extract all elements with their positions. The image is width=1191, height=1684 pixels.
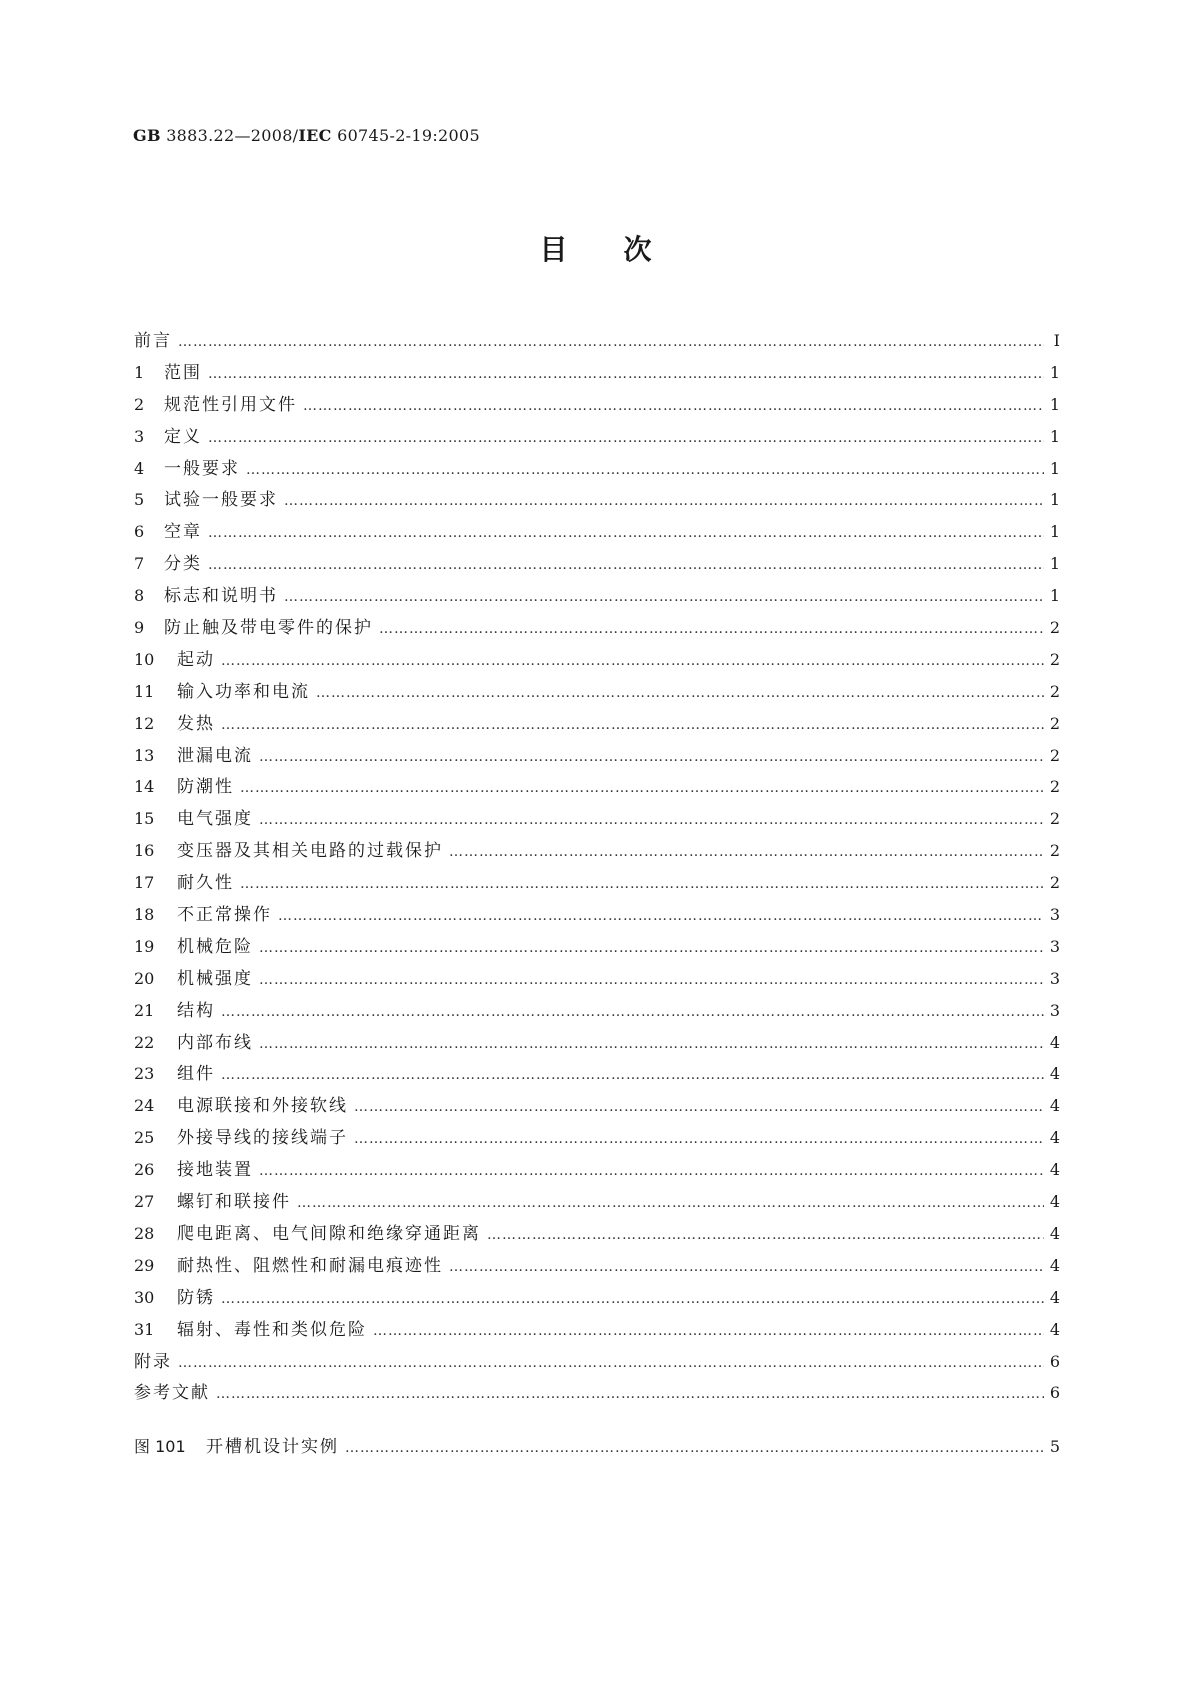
entry-title: 试验一般要求	[164, 490, 278, 511]
entry-number: 17	[134, 873, 155, 893]
iec-prefix: IEC	[298, 126, 332, 145]
table-of-contents	[134, 326, 1060, 1410]
toc-entry[interactable]	[134, 613, 1060, 645]
entry-page-number: 2	[1049, 713, 1060, 733]
entry-title: 起动	[177, 649, 215, 670]
toc-entry[interactable]	[134, 900, 1060, 932]
entry-page-number: 4	[1049, 1192, 1060, 1212]
entry-number: 21	[134, 1000, 155, 1020]
dot-leader	[259, 812, 1044, 828]
dot-leader	[216, 1386, 1044, 1402]
entry-title: 耐热性、阻燃性和耐漏电痕迹性	[177, 1255, 443, 1276]
toc-entry[interactable]	[134, 1155, 1060, 1187]
entry-number: 13	[134, 745, 155, 765]
dot-leader	[208, 430, 1044, 446]
entry-title: 发热	[177, 713, 215, 734]
dot-leader	[284, 589, 1044, 605]
dot-leader	[221, 1067, 1044, 1083]
entry-number: 2	[134, 394, 145, 414]
entry-title: 分类	[164, 554, 202, 575]
entry-page-number: 4	[1049, 1223, 1060, 1243]
entry-title: 电源联接和外接软线	[177, 1096, 348, 1117]
dot-leader	[221, 717, 1044, 733]
toc-entry[interactable]	[134, 517, 1060, 549]
dot-leader	[303, 398, 1044, 414]
entry-number: 12	[134, 713, 155, 733]
page-title: 目次	[539, 233, 708, 266]
entry-page-number: 4	[1049, 1128, 1060, 1148]
toc-entry[interactable]	[134, 549, 1060, 581]
entry-title: 范围	[164, 362, 202, 383]
standard-prefix: GB	[133, 126, 161, 145]
toc-entry[interactable]	[134, 709, 1060, 741]
entry-title: 变压器及其相关电路的过载保护	[177, 841, 443, 862]
entry-number: 29	[134, 1255, 155, 1275]
dot-leader	[259, 1163, 1044, 1179]
entry-page-number: 4	[1049, 1096, 1060, 1116]
entry-page-number: 4	[1049, 1287, 1060, 1307]
entry-number: 15	[134, 809, 155, 829]
toc-entry[interactable]	[134, 1283, 1060, 1315]
dot-leader	[178, 334, 1044, 350]
entry-page-number: 1	[1049, 394, 1060, 414]
dot-leader	[373, 1323, 1044, 1339]
dot-leader	[259, 972, 1044, 988]
figure-list	[134, 1432, 1060, 1464]
toc-entry[interactable]	[134, 485, 1060, 517]
dot-leader	[208, 366, 1044, 382]
document-header	[133, 126, 480, 145]
entry-page-number: 6	[1049, 1383, 1060, 1403]
toc-entry[interactable]	[134, 964, 1060, 996]
dot-leader	[354, 1131, 1044, 1147]
entry-title: 结构	[177, 1000, 215, 1021]
iec-number: 60745-2-19:2005	[337, 126, 480, 145]
toc-entry[interactable]	[134, 772, 1060, 804]
entry-number: 16	[134, 841, 155, 861]
entry-number: 30	[134, 1287, 155, 1307]
entry-page-number: 2	[1049, 873, 1060, 893]
entry-page-number: 3	[1049, 968, 1060, 988]
entry-title: 螺钉和联接件	[177, 1192, 291, 1213]
dot-leader	[240, 780, 1044, 796]
toc-entry[interactable]	[134, 677, 1060, 709]
entry-number: 31	[134, 1319, 155, 1339]
dot-leader	[449, 844, 1044, 860]
entry-page-number: 1	[1049, 554, 1060, 574]
dot-leader	[284, 493, 1044, 509]
entry-page-number: 1	[1049, 426, 1060, 446]
toc-entry[interactable]	[134, 1219, 1060, 1251]
entry-page-number: 1	[1049, 522, 1060, 542]
entry-number: 18	[134, 905, 155, 925]
dot-leader	[278, 908, 1044, 924]
toc-entry[interactable]	[134, 741, 1060, 773]
toc-entry[interactable]	[134, 581, 1060, 613]
dot-leader	[208, 557, 1044, 573]
entry-title: 不正常操作	[177, 905, 272, 926]
toc-entry[interactable]	[134, 868, 1060, 900]
entry-title: 机械强度	[177, 968, 253, 989]
entry-number: 6	[134, 522, 145, 542]
entry-title: 机械危险	[177, 936, 253, 957]
entry-title: 辐射、毒性和类似危险	[177, 1319, 367, 1340]
toc-entry[interactable]	[134, 1378, 1060, 1410]
entry-page-number: 2	[1049, 777, 1060, 797]
entry-number: 19	[134, 936, 155, 956]
dot-leader	[354, 1099, 1044, 1115]
entry-page-number: 1	[1049, 362, 1060, 382]
toc-entry[interactable]	[134, 454, 1060, 486]
entry-page-number: 2	[1049, 809, 1060, 829]
entry-title: 空章	[164, 522, 202, 543]
toc-entry[interactable]	[134, 1315, 1060, 1347]
entry-page-number: 2	[1049, 618, 1060, 638]
entry-title: 泄漏电流	[177, 745, 253, 766]
dot-leader	[208, 525, 1044, 541]
entry-page-number: 6	[1049, 1351, 1060, 1371]
entry-number: 8	[134, 586, 145, 606]
entry-number: 9	[134, 618, 145, 638]
dot-leader	[221, 1291, 1044, 1307]
dot-leader	[178, 1355, 1044, 1371]
toc-entry[interactable]	[134, 996, 1060, 1028]
entry-page-number: 4	[1049, 1255, 1060, 1275]
dot-leader	[221, 1004, 1044, 1020]
entry-page-number: 5	[1049, 1437, 1060, 1456]
toc-entry[interactable]	[134, 1432, 1060, 1464]
entry-number: 22	[134, 1032, 155, 1052]
entry-page-number: 1	[1049, 586, 1060, 606]
entry-page-number: 4	[1049, 1064, 1060, 1084]
dot-leader	[246, 462, 1044, 478]
toc-entry[interactable]	[134, 1347, 1060, 1379]
dot-leader	[449, 1259, 1044, 1275]
entry-number: 27	[134, 1192, 155, 1212]
toc-entry[interactable]	[134, 1091, 1060, 1123]
toc-entry[interactable]	[134, 645, 1060, 677]
entry-page-number: 2	[1049, 681, 1060, 701]
toc-entry[interactable]	[134, 804, 1060, 836]
toc-entry[interactable]	[134, 1123, 1060, 1155]
dot-leader	[259, 1036, 1044, 1052]
dot-leader	[259, 940, 1044, 956]
toc-entry[interactable]	[134, 836, 1060, 868]
entry-page-number: 2	[1049, 745, 1060, 765]
entry-number: 25	[134, 1128, 155, 1148]
entry-number: 3	[134, 426, 145, 446]
toc-entry[interactable]	[134, 422, 1060, 454]
entry-title: 防止触及带电零件的保护	[164, 618, 373, 639]
entry-number: 5	[134, 490, 145, 510]
toc-entry[interactable]	[134, 326, 1060, 358]
entry-number: 7	[134, 554, 145, 574]
entry-title: 内部布线	[177, 1032, 253, 1053]
dot-leader	[297, 1195, 1044, 1211]
toc-entry[interactable]	[134, 932, 1060, 964]
dot-leader	[487, 1227, 1044, 1243]
entry-page-number: 1	[1049, 490, 1060, 510]
entry-title: 参考文献	[134, 1383, 210, 1404]
toc-entry[interactable]	[134, 1251, 1060, 1283]
entry-page-number: 1	[1049, 458, 1060, 478]
entry-title: 规范性引用文件	[164, 394, 297, 415]
toc-entry[interactable]	[134, 1059, 1060, 1091]
entry-title: 耐久性	[177, 873, 234, 894]
entry-title: 电气强度	[177, 809, 253, 830]
toc-entry[interactable]	[134, 1187, 1060, 1219]
dot-leader	[316, 685, 1044, 701]
entry-page-number: 4	[1049, 1319, 1060, 1339]
entry-page-number: 4	[1049, 1032, 1060, 1052]
entry-title: 输入功率和电流	[177, 681, 310, 702]
entry-title: 一般要求	[164, 458, 240, 479]
entry-title: 定义	[164, 426, 202, 447]
toc-entry[interactable]	[134, 1028, 1060, 1060]
entry-title: 外接导线的接线端子	[177, 1128, 348, 1149]
entry-page-number: 2	[1049, 649, 1060, 669]
entry-title: 前言	[134, 331, 172, 351]
entry-number: 1	[134, 362, 145, 382]
entry-number: 4	[134, 458, 145, 478]
toc-entry[interactable]	[134, 358, 1060, 390]
entry-title: 组件	[177, 1064, 215, 1085]
entry-number: 11	[134, 681, 155, 701]
entry-number: 26	[134, 1160, 155, 1180]
entry-number: 23	[134, 1064, 155, 1084]
dot-leader	[379, 621, 1044, 637]
entry-number: 28	[134, 1223, 155, 1243]
entry-number: 20	[134, 968, 155, 988]
entry-title: 防锈	[177, 1287, 215, 1308]
entry-title: 标志和说明书	[164, 586, 278, 607]
entry-title: 附录	[134, 1351, 172, 1372]
standard-number: 3883.22—2008/	[166, 126, 299, 145]
toc-entry[interactable]	[134, 390, 1060, 422]
entry-title: 爬电距离、电气间隙和绝缘穿通距离	[177, 1223, 481, 1244]
dot-leader	[240, 876, 1044, 892]
entry-title: 防潮性	[177, 777, 234, 798]
entry-page-number: 3	[1049, 936, 1060, 956]
entry-number: 10	[134, 649, 155, 669]
entry-title: 开槽机设计实例	[206, 1437, 339, 1457]
dot-leader	[221, 653, 1044, 669]
entry-title: 接地装置	[177, 1160, 253, 1181]
entry-page-number: Ⅰ	[1053, 331, 1060, 350]
entry-page-number: 4	[1049, 1160, 1060, 1180]
entry-number: 24	[134, 1096, 155, 1116]
dot-leader	[259, 749, 1044, 765]
entry-number: 14	[134, 777, 155, 797]
entry-page-number: 3	[1049, 1000, 1060, 1020]
dot-leader	[345, 1440, 1044, 1456]
entry-page-number: 3	[1049, 905, 1060, 925]
entry-page-number: 2	[1049, 841, 1060, 861]
entry-number: 图 101	[134, 1437, 186, 1456]
